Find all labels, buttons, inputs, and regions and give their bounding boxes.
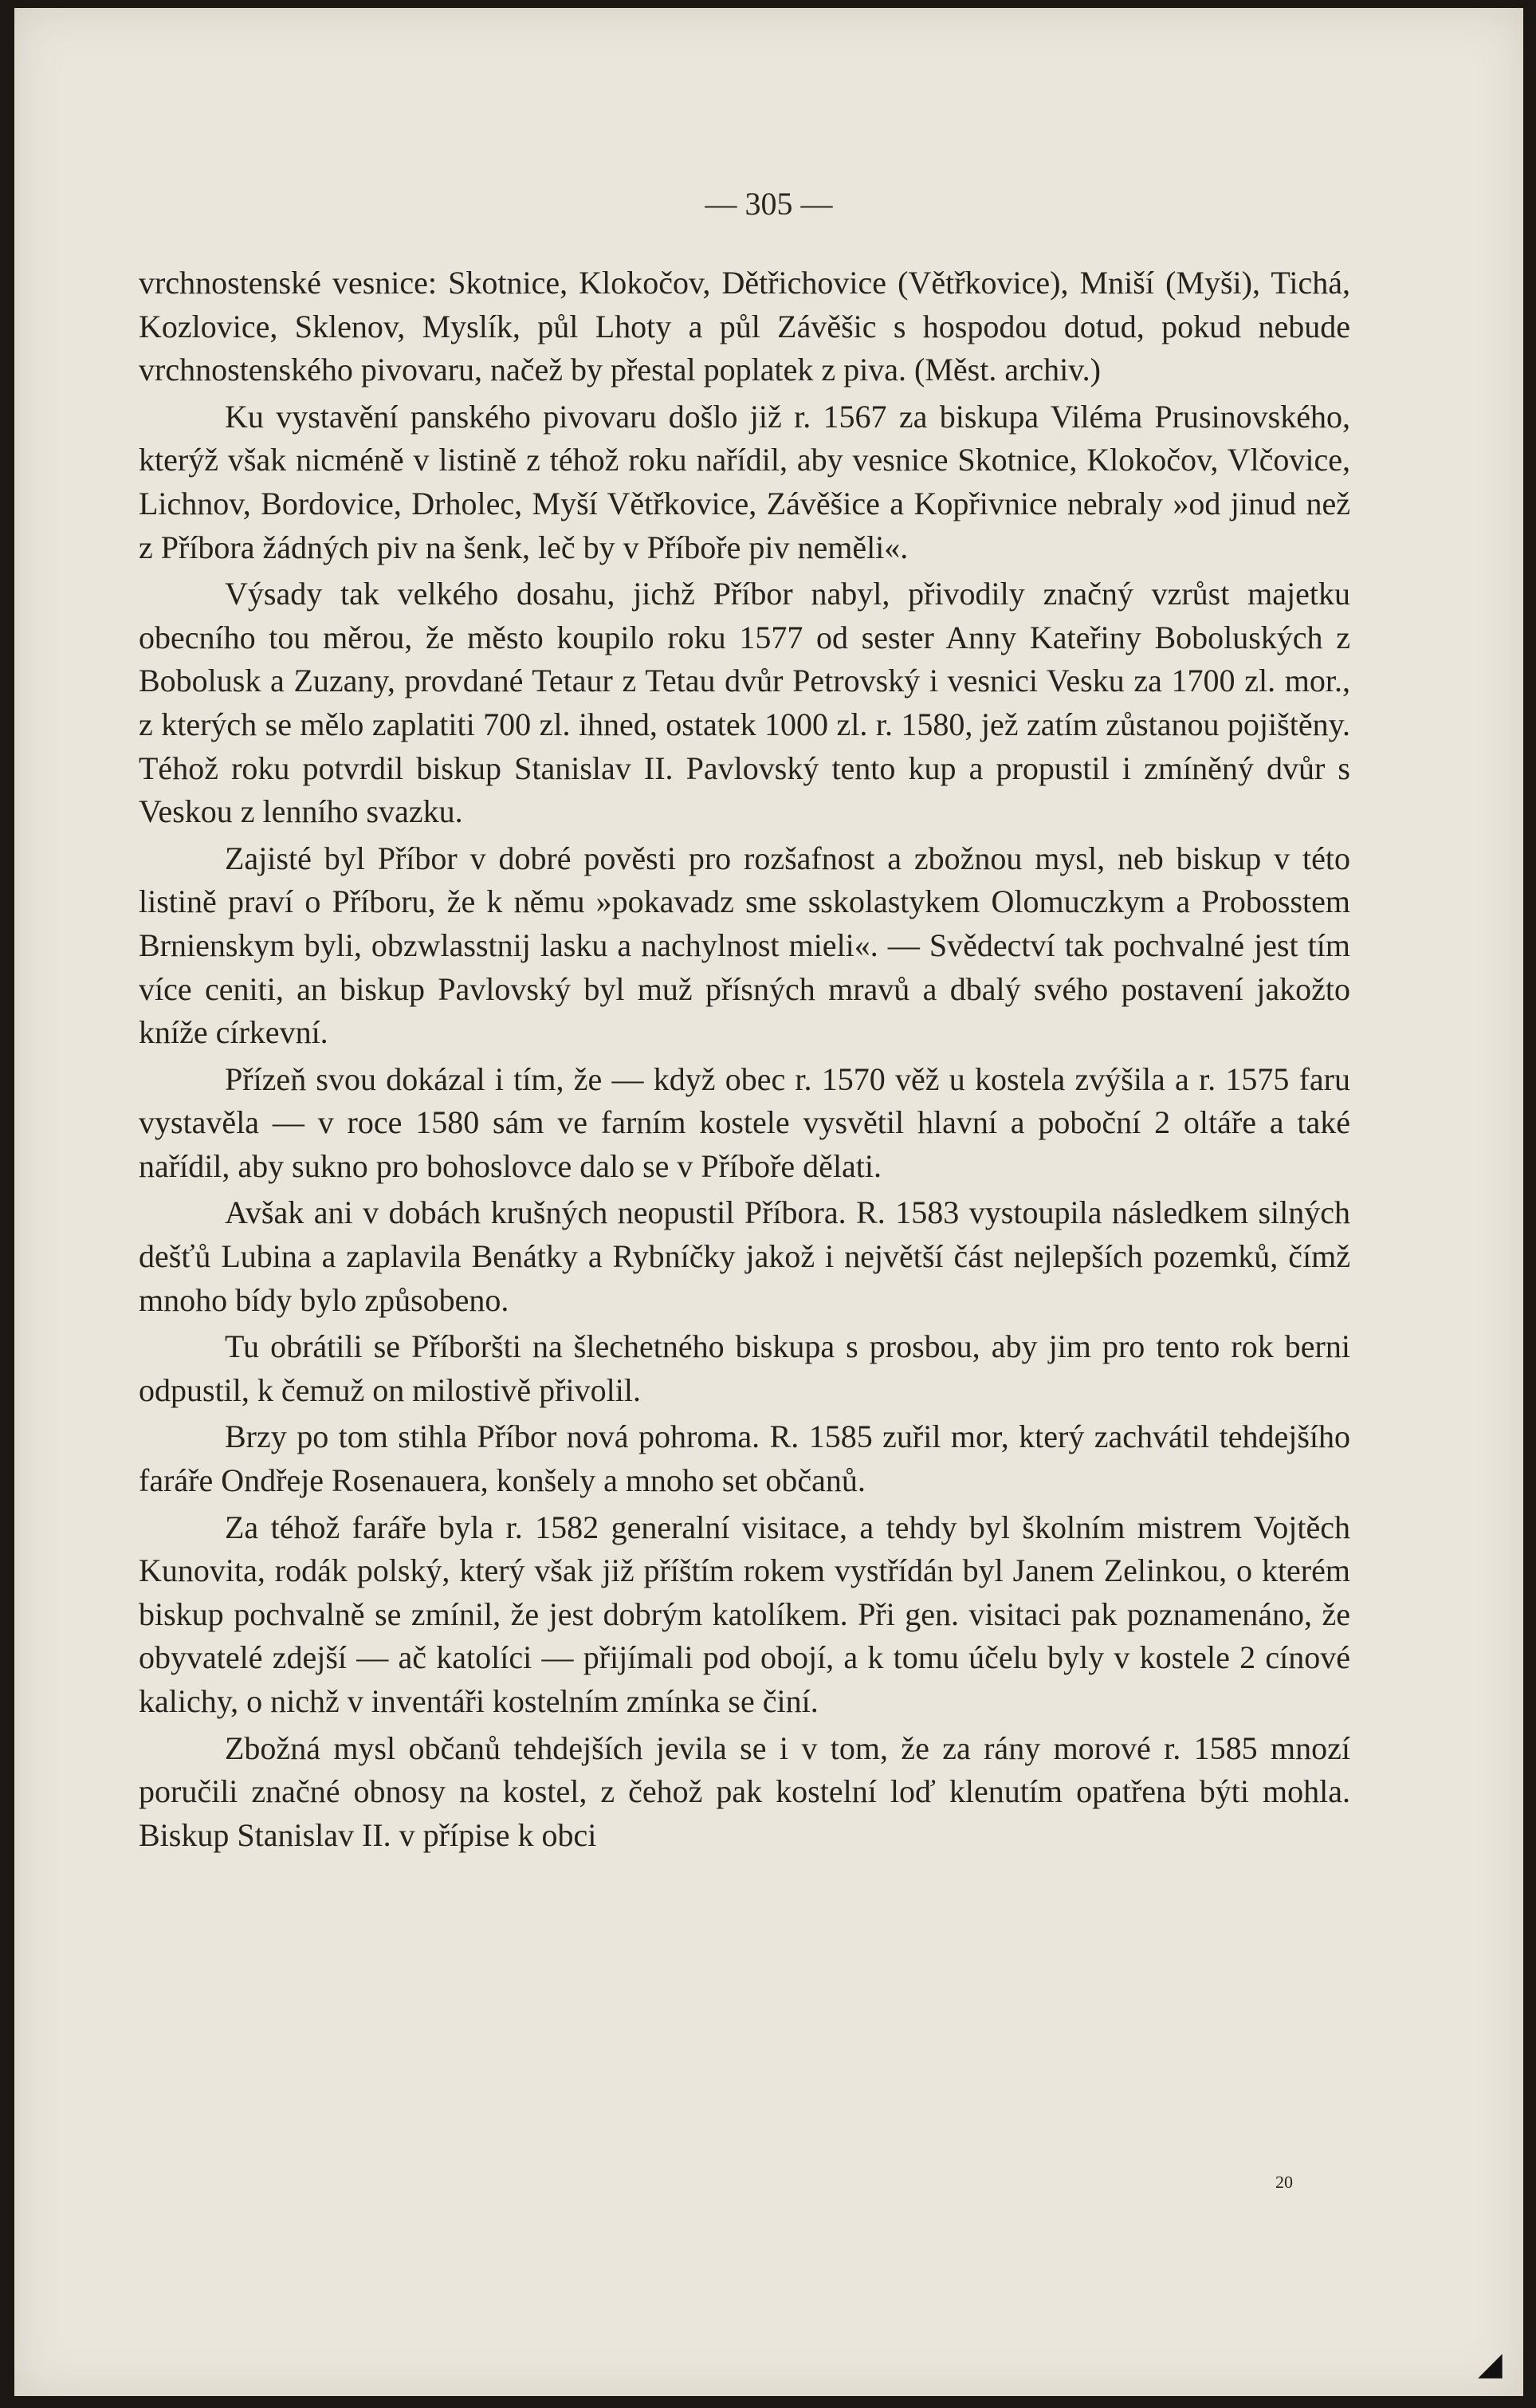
paragraph: Přízeň svou dokázal i tím, že — když obec r. 1570 věž u kostela zvýšila a r. 1575 faru vystavěla — v roce 1580 sám ve farním kostele vysvětil hlavní a poboční 2 oltáře a také nařídil, aby sukno pro bohoslovce dalo se v Příboře dělati.: [139, 1060, 1350, 1184]
paragraph: Za téhož faráře byla r. 1582 generalní visitace, a tehdy byl školním mistrem Vojtěch Kunovita, rodák polský, který však již příštím rokem vystřídán byl Janem Zelinkou, o kterém biskup pochvalně se zmínil, že jest dobrým katolíkem. Při gen. visitaci pak poznamenáno, že obyvatelé zdejší — ač katolíci — přijímali pod obojí, a k tomu účelu byly v kostele 2 cínové kalichy, o nichž v inventáři kostelním zmínka se činí.: [139, 1509, 1350, 1719]
paragraph: Zajisté byl Příbor v dobré pověsti pro rozšafnost a zbožnou mysl, neb biskup v této listině praví o Příboru, že k němu »pokavadz sme sskolastykem Olomuczkym a Probosstem Brnienskym byli, obzwlasstnij lasku a nachylnost mieli«. — Svědectví tak pochvalné jest tím více ceniti, an biskup Pavlovský byl muž přísných mravů a dbalý svého postavení jakožto kníže církevní.: [139, 840, 1350, 1051]
paragraph: Avšak ani v dobách krušných neopustil Příbora. R. 1583 vystoupila následkem silných dešťů Lubina a zaplavila Benátky a Rybníčky jakož i největší část nejlepších pozemků, čímž mnoho bídy bylo způsobeno.: [139, 1194, 1350, 1318]
book-page: [14, 8, 1523, 2396]
corner-mark: ◢: [1478, 2346, 1503, 2382]
paragraph: Výsady tak velkého dosahu, jichž Příbor nabyl, přivodily značný vzrůst majetku obecního tou měrou, že město koupilo roku 1577 od sester Anny Kateřiny Boboluských z Bobolusk a Zuzany, provdané Tetaur z Tetau dvůr Petrovský i vesnici Vesku za 1700 zl. mor., z kterých se mělo zaplatiti 700 zl. ihned, ostatek 1000 zl. r. 1580, jež zatím zůstanou pojištěny. Téhož roku potvrdil biskup Stanislav II. Pavlovský tento kup a propustil i zmíněný dvůr s Veskou z lenního svazku.: [139, 576, 1350, 830]
paragraph: Brzy po tom stihla Příbor nová pohroma. R. 1585 zuřil mor, který zachvátil tehdejšího faráře Ondřeje Rosenauera, konšely a mnoho set občanů.: [139, 1418, 1350, 1499]
signature-mark: 20: [1275, 2172, 1293, 2192]
page-number: — 305 —: [705, 186, 833, 222]
paragraph: Zbožná mysl občanů tehdejších jevila se i v tom, že za rány morové r. 1585 mnozí poručili značné obnosy na kostel, z čehož pak kostelní loď klenutím opatřena býti mohla. Biskup Stanislav II. v přípise k obci: [139, 1729, 1350, 1853]
paragraph: vrchnostenské vesnice: Skotnice, Klokočov, Dětřichovice (Větřkovice), Mniší (Myši), Tichá, Kozlovice, Sklenov, Myslík, půl Lhoty a půl Závěšic s hospodou dotud, pokud nebude vrchnostenského pivovaru, načež by přestal poplatek z piva. (Měst. archiv.): [139, 265, 1350, 388]
paragraph: Tu obrátili se Příboršti na šlechetného biskupa s prosbou, aby jim pro tento rok berni odpustil, k čemuž on milostivě přivolil.: [139, 1328, 1350, 1408]
body-text: [139, 262, 1350, 1860]
paragraph: Ku vystavění panského pivovaru došlo již r. 1567 za biskupa Viléma Prusinovského, kterýž však nicméně v listině z téhož roku nařídil, aby vesnice Skotnice, Klokočov, Vlčovice, Lichnov, Bordovice, Drholec, Myší Větřkovice, Závěšice a Kopřivnice nebraly »od jinud než z Příbora žádných piv na šenk, leč by v Příboře piv neměli«.: [139, 398, 1350, 565]
